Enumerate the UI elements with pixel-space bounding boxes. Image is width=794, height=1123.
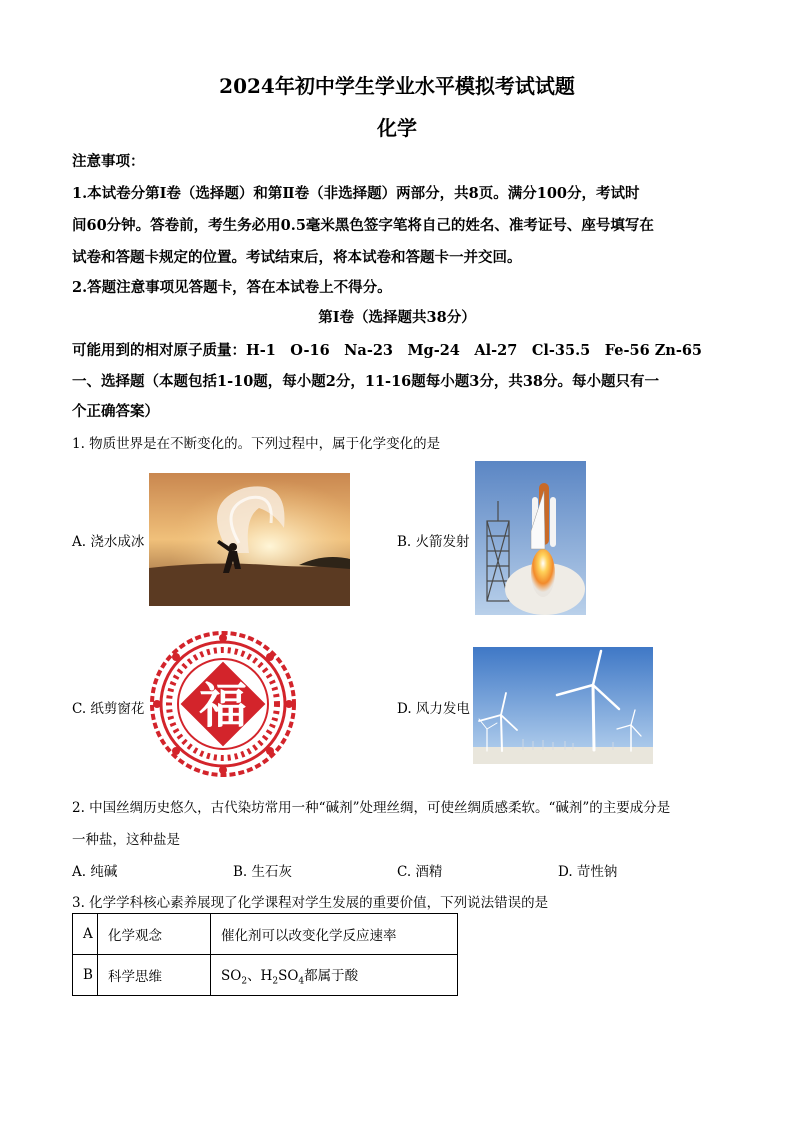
table-row [73,914,458,955]
formula-part: 、H [247,967,273,984]
q2-option-a[interactable]: A. 纯碱 [72,864,118,880]
formula-subscript: 2 [241,976,248,987]
q2-option-c[interactable]: C. 酒精 [397,864,443,880]
instructions-line1: 一、选择题（本题包括1-10题，每小题2分，11-16题每小题3分，共38分。每小题只有一 [72,373,660,390]
atomic-masses: 可能用到的相对原子质量：H-1 O-16 Na-23 Mg-24 Al-27 Cl-35.5 Fe-56 Zn-65 [72,342,703,359]
q3-row-a-category: 化学观念 [98,914,211,955]
q1-option-b[interactable]: B. 火箭发射 [397,534,470,550]
q2-stem-line1: 2. 中国丝绸历史悠久，古代染坊常用一种“碱剂”处理丝绸，可使丝绸质感柔软。“碱剂”的主要成分是 [72,800,671,816]
formula-part: SO [221,967,242,984]
q2-option-d[interactable]: D. 苛性钠 [558,864,618,880]
formula-subscript: 2 [272,976,279,987]
q3-stem: 3. 化学学科核心素养展现了化学课程对学生发展的重要价值，下列说法错误的是 [72,895,549,911]
subject-title: 化学 [377,116,417,140]
q1-stem: 1. 物质世界是在不断变化的。下列过程中，属于化学变化的是 [72,436,441,452]
q3-row-a-letter: A [73,914,98,955]
q2-stem-line2: 一种盐，这种盐是 [72,832,180,848]
notice-item1-line1: 1.本试卷分第Ⅰ卷（选择题）和第Ⅱ卷（非选择题）两部分，共8页。满分100分，考试时 [72,185,640,202]
section1-heading: 第Ⅰ卷（选择题共38分） [318,309,476,326]
q3-row-b-statement [211,955,458,996]
q3-row-a-statement: 催化剂可以改变化学反应速率 [211,914,458,955]
rocket-launch-image [475,461,586,615]
q3-table [72,913,458,996]
q3-row-b-category: 科学思维 [98,955,211,996]
table-row [73,955,458,996]
q1-option-a[interactable]: A. 浇水成冰 [72,534,145,550]
notice-heading: 注意事项： [72,153,145,170]
q1-option-c[interactable]: C. 纸剪窗花 [72,701,145,717]
water-splash-image [149,473,350,606]
fu-character: 福 [198,678,248,734]
instructions-line2: 个正确答案） [72,403,159,420]
q2-option-b[interactable]: B. 生石灰 [233,864,293,880]
notice-item2: 2.答题注意事项见答题卡，答在本试卷上不得分。 [72,279,392,296]
q3-row-b-letter: B [73,955,98,996]
notice-item1-line3: 试卷和答题卡规定的位置。考试结束后，将本试卷和答题卡一并交回。 [72,249,522,266]
notice-item1-line2: 间60分钟。答卷前，考生务必用0.5毫米黑色签字笔将自己的姓名、准考证号、座号填写在 [72,217,654,234]
formula-part: SO [278,967,299,984]
formula-subscript: 4 [298,976,305,987]
formula-part: 都属于酸 [304,967,359,984]
paper-cut-image [149,630,297,778]
q1-option-d[interactable]: D. 风力发电 [397,701,470,717]
wind-turbine-image [473,647,653,764]
exam-title: 2024年初中学生学业水平模拟考试试题 [219,74,575,98]
